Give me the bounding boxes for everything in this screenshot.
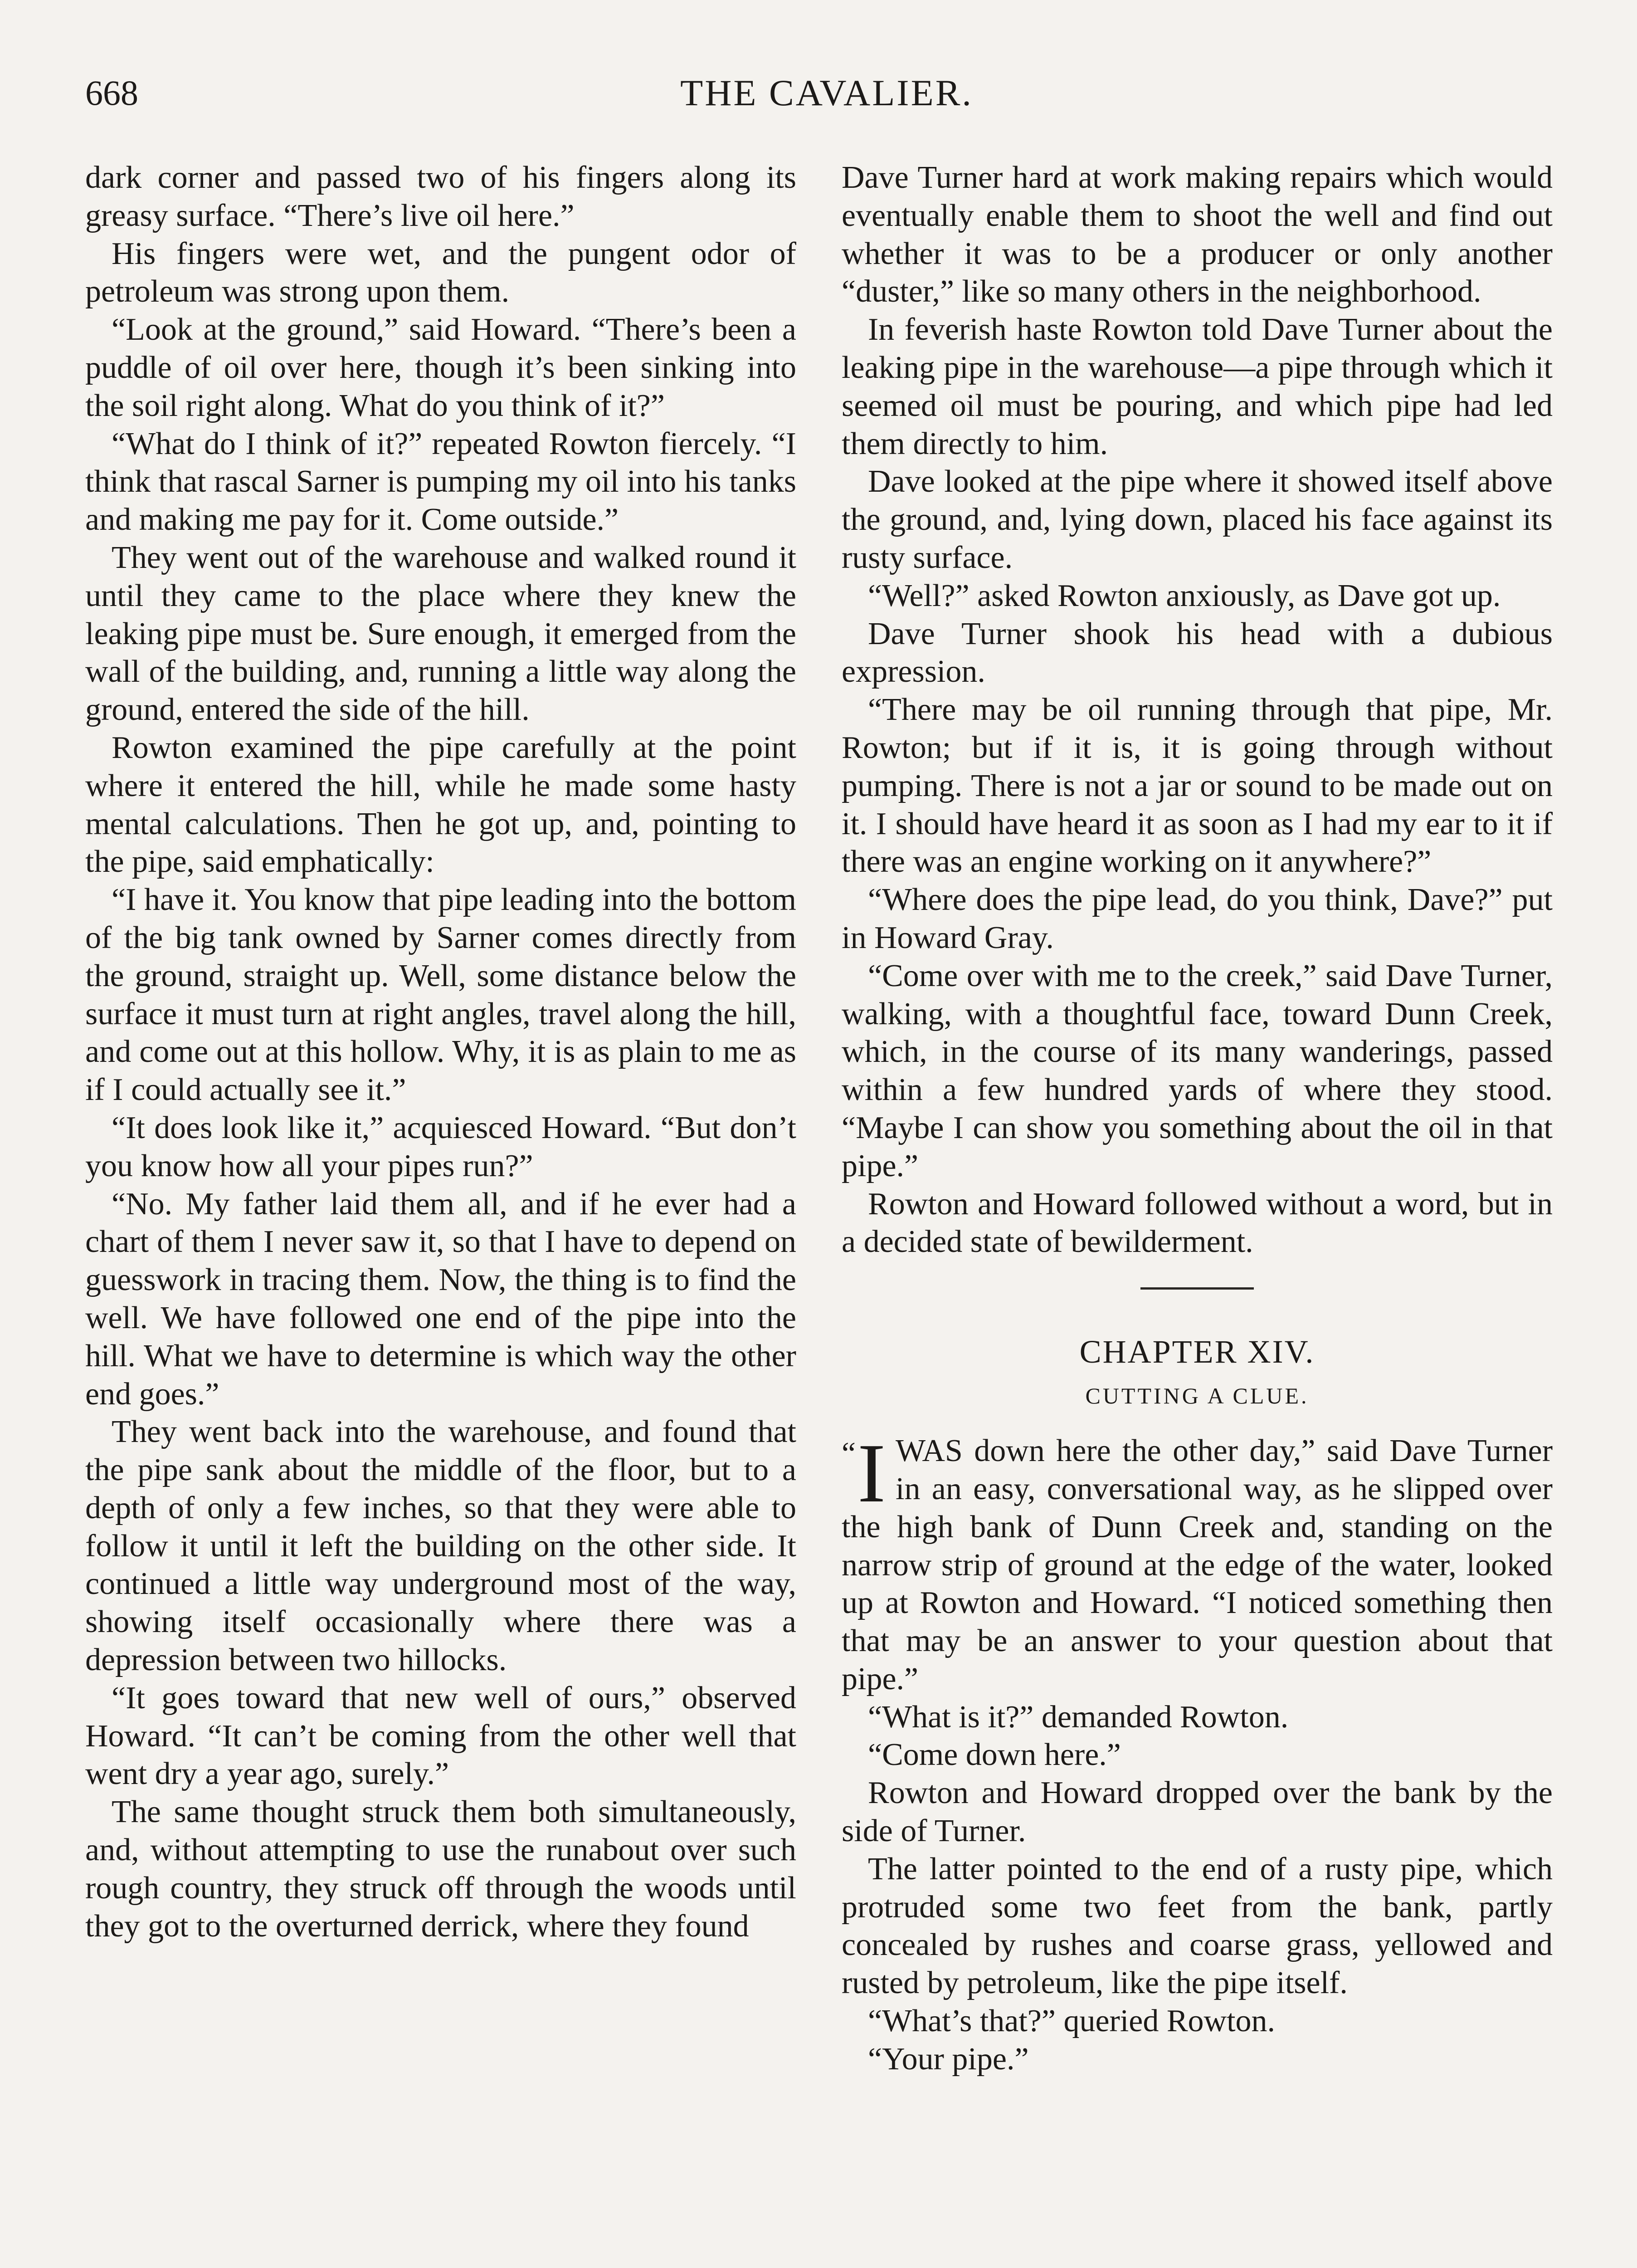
paragraph: They went back into the warehouse, and found that the pipe sank about the middle of the floor, but to a depth of only a few inches, so that they were able to follow it until it left the building on the other side. It continued a little way underground most of the way, showing itself occasionally where there was a depression between two hillocks. (85, 1414, 796, 1678)
paragraph: In feverish haste Rowton told Dave Turner about the leaking pipe in the warehouse—a pipe through which it seemed oil must be pouring, and which pipe had led them directly to him. (842, 312, 1553, 461)
chapter-subtitle: CUTTING A CLUE. (1085, 1383, 1309, 1409)
paragraph: dark corner and passed two of his fingers along its greasy surface. “There’s live oil here.” (85, 160, 796, 233)
left-column (85, 159, 796, 1945)
paragraph: “What is it?” demanded Rowton. (868, 1699, 1289, 1735)
paragraph: “Where does the pipe lead, do you think, Dave?” put in Howard Gray. (842, 882, 1553, 955)
paragraph: “I have it. You know that pipe leading into the bottom of the big tank owned by Sarner comes directly from the ground, straight up. Well, some distance below the surface it must turn at right angles, travel along the hill, and come out at this hollow. Why, it is as plain to me as if I could actually see it.” (85, 882, 796, 1108)
paragraph: “Come over with me to the creek,” said Dave Turner, walking, with a thoughtful face, toward Dunn Creek, which, in the course of its many wanderings, passed within a few hundred yards of where they stood. “Maybe I can show you something about the oil in that pipe.” (842, 958, 1553, 1183)
paragraph: “There may be oil running through that pipe, Mr. Rowton; but if it is, it is going through without pumping. There is not a jar or sound to be made out on it. I should have heard it as soon as I had my ear to it if there was an engine working on it anywhere?” (842, 692, 1553, 880)
paragraph: “It goes toward that new well of ours,” observed Howard. “It can’t be coming from the other well that went dry a year ago, surely.” (85, 1680, 796, 1792)
paragraph: His fingers were wet, and the pungent odor of petroleum was strong upon them. (85, 236, 796, 309)
running-head: THE CAVALIER. (680, 72, 973, 113)
paragraph: Dave Turner hard at work making repairs which would eventually enable them to shoot the well and find out whether it was to be a producer or only another “duster,” like so many others in the neighborhood. (842, 160, 1553, 309)
paragraph: “Well?” asked Rowton anxiously, as Dave got up. (868, 578, 1501, 613)
paragraph: “Look at the ground,” said Howard. “There’s been a puddle of oil over here, though it’s been sinking into the soil right along. What do you think of it?” (85, 312, 796, 423)
paragraph: “What’s that?” queried Rowton. (868, 2004, 1276, 2039)
chapter-title: CHAPTER XIV. (1079, 1334, 1315, 1370)
paragraph: Rowton and Howard dropped over the bank by the side of Turner. (842, 1775, 1553, 1849)
paragraph: “Come down here.” (868, 1737, 1121, 1773)
paragraph: “What do I think of it?” repeated Rowton fiercely. “I think that rascal Sarner is pumping my oil into his tanks and making me pay for it. Come outside.” (85, 426, 796, 538)
section-divider (1140, 1287, 1254, 1290)
paragraph: They went out of the warehouse and walked round it until they came to the place where they knew the leaking pipe must be. Sure enough, it emerged from the wall of the building, and, running a little way along the ground, entered the side of the hill. (85, 540, 796, 728)
paragraph: “No. My father laid them all, and if he ever had a chart of them I never saw it, so that I have to depend on guesswork in tracing them. Now, the thing is to find the well. We have followed one end of the pipe into the hill. What we have to determine is which way the other end goes.” (85, 1186, 796, 1412)
opening-quote: “ (842, 1436, 856, 1471)
chapter-opening-paragraph (842, 1427, 1553, 1698)
paragraph: Dave Turner shook his head with a dubious expression. (842, 616, 1553, 689)
page-number: 668 (85, 73, 138, 112)
paragraph: Dave looked at the pipe where it showed itself above the ground, and, lying down, placed his face against its rusty surface. (842, 464, 1553, 575)
opening-text: WAS down here the other day,” said Dave Turner in an easy, conversational way, as he slipped over the high bank of Dunn Creek and, standing on the narrow strip of ground at the edge of the water, looked up at Rowton and Howard. “I noticed something then that may be an answer to your question about that pipe.” (842, 1433, 1553, 1696)
paragraph: “It does look like it,” acquiesced Howard. “But don’t you know how all your pipes run?” (85, 1110, 796, 1183)
drop-cap: I (857, 1427, 886, 1520)
paragraph: The latter pointed to the end of a rusty pipe, which protruded some two feet from the bank, partly concealed by rushes and coarse grass, yellowed and rusted by petroleum, like the pipe itself. (842, 1851, 1553, 2001)
paragraph: The same thought struck them both simultaneously, and, without attempting to use the runabout over such rough country, they struck off through the woods until they got to the overturned derrick, where they found (85, 1794, 796, 1944)
paragraph: Rowton examined the pipe carefully at the point where it entered the hill, while he made some hasty mental calculations. Then he got up, and, pointing to the pipe, said emphatically: (85, 730, 796, 880)
paragraph: “Your pipe.” (868, 2041, 1029, 2077)
page-header (85, 68, 1568, 122)
paragraph: Rowton and Howard followed without a word, but in a decided state of bewilderment. (842, 1186, 1553, 1260)
right-column (842, 159, 1553, 2078)
